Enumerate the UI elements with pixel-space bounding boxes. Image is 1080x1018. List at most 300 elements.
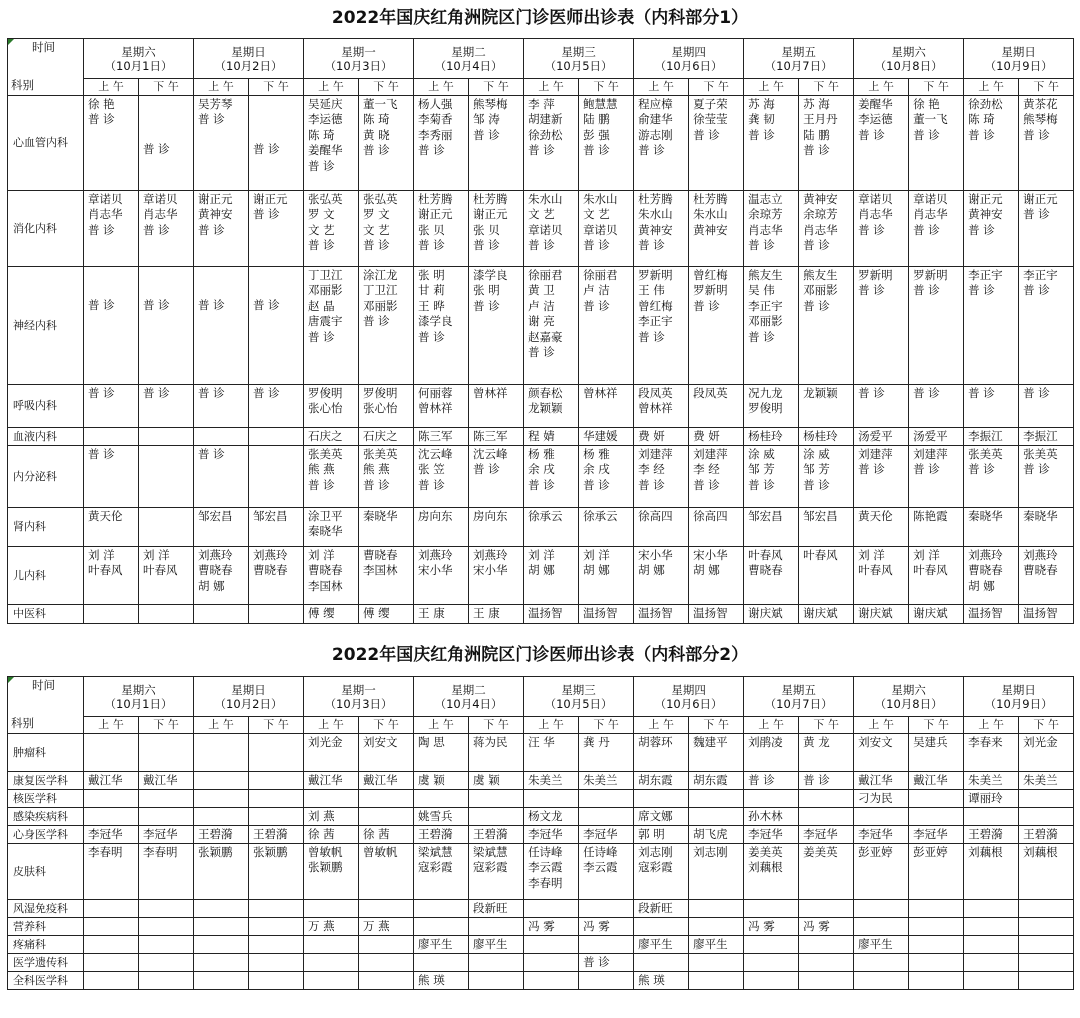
weekday-label: 星期日 (1001, 44, 1036, 59)
doctor-entry (198, 735, 247, 750)
schedule-cell (744, 428, 799, 446)
department-name: 神经内科 (8, 267, 84, 385)
doctor-entry: 普 诊 (583, 954, 610, 969)
date-label: （10月8日） (874, 696, 943, 711)
doctor-entry: 陈 琦 (363, 112, 390, 127)
doctor-entry: 李秀丽 (418, 127, 453, 142)
day-header (524, 39, 634, 79)
schedule-cell (799, 96, 854, 191)
weekday-label: 星期四 (671, 44, 706, 59)
schedule-cell (799, 936, 854, 954)
am-label: 上 午 (744, 717, 799, 734)
doctor-entry: 姚雪兵 (418, 808, 453, 823)
department-row (8, 428, 1074, 446)
doctor-entry: 王 伟 (638, 283, 665, 298)
doctor-entry: 虞 颖 (418, 772, 445, 787)
schedule-cell (909, 826, 964, 844)
schedule-cell (84, 267, 139, 385)
doctor-entry: 章诺贝 (858, 192, 893, 206)
doctor-entry: 普 诊 (803, 238, 830, 253)
date-label: （10月4日） (434, 58, 503, 73)
am-label: 上 午 (304, 717, 359, 734)
doctor-entry (1023, 919, 1072, 934)
doctor-entry: 罗俊明 (363, 386, 398, 400)
doctor-entry (363, 937, 412, 952)
doctor-entry (253, 809, 302, 824)
schedule-cell (524, 96, 579, 191)
doctor-entry: 普 诊 (913, 222, 940, 237)
schedule-cell (1019, 900, 1074, 918)
doctor-entry: 李国林 (308, 578, 343, 593)
date-label: （10月3日） (324, 58, 393, 73)
doctor-entry: 李春明 (88, 845, 123, 859)
schedule-cell (139, 446, 194, 508)
doctor-entry: 涂 威 (803, 447, 830, 461)
doctor-entry: 李 萍 (528, 97, 555, 111)
schedule-cell (139, 972, 194, 990)
doctor-entry: 普 诊 (308, 477, 335, 492)
doctor-entry (803, 901, 852, 916)
schedule-title-part2: 2022年国庆红角洲院区门诊医师出诊表（内科部分2） (331, 645, 749, 665)
department-row (8, 772, 1074, 790)
doctor-entry: 刁为民 (858, 790, 893, 805)
schedule-cell (744, 900, 799, 918)
doctor-entry: 涂卫平 (308, 509, 343, 523)
schedule-cell (84, 826, 139, 844)
doctor-entry: 罗 文 (308, 207, 335, 222)
doctor-entry: 刘 洋 (88, 548, 115, 562)
doctor-entry: 李冠华 (88, 826, 123, 841)
schedule-cell (139, 936, 194, 954)
doctor-entry: 普 诊 (308, 329, 335, 344)
doctor-entry: 罗新明 (858, 268, 893, 282)
schedule-cell (689, 936, 744, 954)
doctor-entry: 张 贝 (418, 222, 445, 237)
doctor-entry (253, 955, 302, 970)
schedule-cell (799, 900, 854, 918)
doctor-entry: 叶春风 (143, 563, 178, 578)
department-name: 肿瘤科 (8, 734, 84, 772)
schedule-cell (249, 954, 304, 972)
doctor-entry: 甘 莉 (418, 283, 445, 298)
schedule-cell (359, 790, 414, 808)
schedule-cell (414, 918, 469, 936)
doctor-entry: 冯 雾 (748, 918, 775, 933)
doctor-entry: 温扬智 (1023, 606, 1058, 621)
doctor-entry (363, 809, 412, 824)
schedule-cell (799, 385, 854, 428)
doctor-entry: 杜芳腾 (693, 192, 728, 206)
am-label: 上 午 (854, 717, 909, 734)
doctor-entry: 黄茶花 (1023, 97, 1058, 111)
schedule-cell (1019, 808, 1074, 826)
schedule-cell (249, 772, 304, 790)
doctor-entry: 普 诊 (858, 386, 885, 400)
schedule-cell (139, 844, 194, 900)
doctor-entry: 谢庆斌 (803, 606, 838, 621)
doctor-entry (88, 607, 137, 622)
schedule-cell (414, 808, 469, 826)
doctor-entry: 费 妍 (638, 428, 665, 443)
doctor-entry: 段新旺 (638, 900, 673, 915)
doctor-entry: 秦晓华 (308, 524, 343, 539)
doctor-entry: 邹 芳 (803, 462, 830, 477)
doctor-entry: 曹晓春 (748, 563, 783, 578)
doctor-entry: 漆学良 (418, 314, 453, 329)
schedule-cell (1019, 936, 1074, 954)
doctor-entry: 普 诊 (858, 283, 885, 298)
doctor-entry: 王 康 (473, 606, 500, 621)
doctor-entry: 胡东霞 (638, 772, 673, 787)
doctor-entry: 普 诊 (528, 143, 555, 158)
schedule-cell (84, 844, 139, 900)
doctor-entry: 刘燕玲 (253, 548, 288, 562)
doctor-entry: 姜美英 (748, 845, 783, 859)
schedule-cell (689, 808, 744, 826)
schedule-cell (909, 790, 964, 808)
doctor-entry: 赵嘉豪 (528, 329, 563, 344)
doctor-entry: 费 妍 (693, 428, 720, 443)
doctor-entry: 鲍慧慧 (583, 97, 618, 111)
doctor-entry: 普 诊 (143, 142, 170, 156)
schedule-cell (469, 772, 524, 790)
schedule-cell (359, 918, 414, 936)
doctor-entry: 朱美兰 (528, 772, 563, 787)
department-row (8, 547, 1074, 605)
doctor-entry (143, 447, 192, 462)
schedule-cell (1019, 96, 1074, 191)
doctor-entry: 李云霞 (528, 860, 563, 875)
doctor-entry (253, 447, 302, 462)
doctor-entry (583, 791, 632, 806)
doctor-entry (253, 901, 302, 916)
schedule-cell (689, 954, 744, 972)
doctor-entry: 刘藕根 (1023, 845, 1058, 859)
doctor-entry (253, 283, 302, 298)
doctor-entry (198, 955, 247, 970)
doctor-entry (363, 955, 412, 970)
schedule-cell (1019, 772, 1074, 790)
schedule-cell (139, 900, 194, 918)
doctor-entry: 傅 缨 (308, 606, 335, 621)
doctor-entry: 谢正元 (253, 192, 288, 206)
weekday-label: 星期日 (1001, 682, 1036, 697)
doctor-entry: 普 诊 (1023, 283, 1050, 298)
doctor-entry: 胡 娜 (528, 563, 555, 578)
doctor-entry (693, 955, 742, 970)
schedule-cell (689, 385, 744, 428)
doctor-entry (418, 901, 467, 916)
schedule-cell (1019, 446, 1074, 508)
schedule-cell (84, 96, 139, 191)
schedule-cell (414, 844, 469, 900)
schedule-cell (964, 772, 1019, 790)
schedule-cell (964, 954, 1019, 972)
doctor-entry: 余 戌 (583, 462, 610, 477)
schedule-cell (854, 267, 909, 385)
department-name: 心身医学科 (8, 826, 84, 844)
doctor-entry (88, 429, 137, 444)
doctor-entry: 温扬智 (968, 606, 1003, 621)
schedule-cell (689, 446, 744, 508)
schedule-cell (579, 954, 634, 972)
schedule-cell (304, 772, 359, 790)
doctor-entry: 冯 雾 (528, 918, 555, 933)
schedule-cell (799, 267, 854, 385)
schedule-cell (744, 385, 799, 428)
department-row (8, 808, 1074, 826)
doctor-entry: 俞建华 (638, 112, 673, 127)
doctor-entry: 李冠华 (858, 826, 893, 841)
doctor-entry: 普 诊 (88, 112, 115, 127)
doctor-entry (253, 919, 302, 934)
doctor-entry: 张心怡 (308, 401, 343, 416)
cell-marker-icon (8, 39, 14, 45)
schedule-cell (249, 844, 304, 900)
doctor-entry: 熊友生 (803, 268, 838, 282)
doctor-entry: 寇彩霞 (638, 860, 673, 875)
doctor-entry: 冯 雾 (583, 918, 610, 933)
am-label: 上 午 (964, 717, 1019, 734)
doctor-entry: 胡 娜 (968, 578, 995, 593)
doctor-entry (253, 937, 302, 952)
doctor-entry: 廖平生 (858, 936, 893, 951)
doctor-entry (198, 901, 247, 916)
doctor-entry (88, 283, 137, 298)
schedule-cell (359, 508, 414, 547)
doctor-entry (143, 791, 192, 806)
doctor-entry: 龚 丹 (583, 735, 610, 749)
doctor-entry: 曾敏帆 (308, 845, 343, 859)
doctor-entry: 戴江华 (858, 772, 893, 787)
doctor-entry (253, 112, 302, 127)
schedule-cell (689, 547, 744, 605)
doctor-entry (913, 955, 962, 970)
doctor-entry (198, 283, 247, 298)
schedule-cell (524, 267, 579, 385)
schedule-cell (194, 900, 249, 918)
day-header (84, 677, 194, 717)
doctor-entry: 刘藕根 (748, 860, 783, 875)
doctor-entry: 游志刚 (638, 127, 673, 142)
doctor-entry (143, 809, 192, 824)
schedule-cell (194, 508, 249, 547)
doctor-entry (1023, 955, 1072, 970)
doctor-entry: 刘 洋 (308, 548, 335, 562)
schedule-cell (634, 972, 689, 990)
doctor-entry: 曹晓春 (253, 563, 288, 578)
doctor-entry: 黄神安 (803, 192, 838, 206)
schedule-cell (249, 808, 304, 826)
schedule-cell (579, 790, 634, 808)
doctor-entry: 温扬智 (583, 606, 618, 621)
doctor-entry (803, 955, 852, 970)
schedule-cell (524, 428, 579, 446)
doctor-entry: 秦晓华 (363, 509, 398, 523)
doctor-entry: 卢 洁 (583, 283, 610, 298)
schedule-cell (964, 446, 1019, 508)
schedule-cell (249, 428, 304, 446)
doctor-entry: 李 经 (638, 462, 665, 477)
date-label: （10月4日） (434, 696, 503, 711)
doctor-entry: 李冠华 (143, 826, 178, 841)
doctor-entry: 彭 强 (583, 127, 610, 142)
doctor-entry: 王碧漪 (968, 826, 1003, 841)
schedule-cell (469, 734, 524, 772)
doctor-entry: 普 诊 (748, 477, 775, 492)
schedule-cell (139, 96, 194, 191)
schedule-cell (469, 900, 524, 918)
schedule-cell (854, 808, 909, 826)
doctor-entry: 叶春风 (803, 548, 838, 562)
schedule-cell (139, 790, 194, 808)
doctor-entry: 普 诊 (363, 477, 390, 492)
doctor-entry: 普 诊 (253, 142, 280, 156)
doctor-entry: 普 诊 (638, 238, 665, 253)
department-name: 消化内科 (8, 191, 84, 267)
schedule-cell (304, 844, 359, 900)
doctor-entry: 徐 艳 (88, 97, 115, 111)
doctor-entry: 普 诊 (1023, 462, 1050, 477)
department-label: 科别 (11, 77, 34, 92)
doctor-entry: 刘安文 (363, 735, 398, 749)
doctor-entry: 唐震宇 (308, 314, 343, 329)
pm-label: 下 午 (579, 717, 634, 734)
doctor-entry: 吴 伟 (748, 283, 775, 298)
schedule-cell (469, 605, 524, 624)
schedule-cell (689, 191, 744, 267)
schedule-cell (139, 547, 194, 605)
doctor-entry: 曾红梅 (638, 298, 673, 313)
schedule-cell (744, 918, 799, 936)
doctor-entry (693, 919, 742, 934)
doctor-entry: 普 诊 (473, 462, 500, 477)
schedule-cell (744, 808, 799, 826)
weekday-label: 星期六 (891, 682, 926, 697)
doctor-entry: 普 诊 (363, 238, 390, 253)
schedule-cell (194, 844, 249, 900)
doctor-entry (253, 735, 302, 750)
doctor-entry: 普 诊 (803, 477, 830, 492)
schedule-cell (744, 954, 799, 972)
doctor-entry: 李冠华 (583, 826, 618, 841)
doctor-entry (198, 773, 247, 788)
doctor-entry: 董一飞 (363, 97, 398, 111)
schedule-cell (579, 191, 634, 267)
department-name: 感染疾病科 (8, 808, 84, 826)
doctor-entry: 熊 燕 (308, 462, 335, 477)
doctor-entry: 黄神安 (638, 222, 673, 237)
schedule-cell (194, 808, 249, 826)
doctor-entry: 吴建兵 (913, 735, 948, 749)
doctor-entry: 黄天伦 (858, 509, 893, 523)
doctor-entry (363, 791, 412, 806)
doctor-entry: 邹 涛 (473, 112, 500, 127)
schedule-cell (469, 918, 524, 936)
weekday-label: 星期四 (671, 682, 706, 697)
date-label: （10月6日） (654, 58, 723, 73)
am-label: 上 午 (744, 79, 799, 96)
schedule-cell (579, 428, 634, 446)
schedule-cell (964, 191, 1019, 267)
am-label: 上 午 (194, 79, 249, 96)
doctor-entry: 张 明 (473, 283, 500, 298)
schedule-cell (469, 446, 524, 508)
doctor-entry: 徐承云 (583, 509, 618, 523)
doctor-entry (583, 973, 632, 988)
doctor-entry: 曾林祥 (638, 401, 673, 416)
schedule-cell (909, 446, 964, 508)
schedule-cell (579, 267, 634, 385)
schedule-cell (139, 191, 194, 267)
schedule-cell (359, 547, 414, 605)
department-name: 肾内科 (8, 508, 84, 547)
schedule-cell (359, 605, 414, 624)
doctor-entry (418, 919, 467, 934)
schedule-cell (634, 547, 689, 605)
weekday-label: 星期六 (121, 682, 156, 697)
pm-label: 下 午 (909, 717, 964, 734)
schedule-cell (854, 900, 909, 918)
doctor-entry: 朱美兰 (583, 772, 618, 787)
doctor-entry: 叶春风 (88, 563, 123, 578)
schedule-cell (854, 972, 909, 990)
schedule-cell (84, 605, 139, 624)
department-row (8, 191, 1074, 267)
schedule-cell (469, 191, 524, 267)
doctor-entry (198, 607, 247, 622)
doctor-entry: 李菊香 (418, 112, 453, 127)
schedule-cell (799, 508, 854, 547)
schedule-cell (469, 428, 524, 446)
doctor-entry (473, 973, 522, 988)
doctor-entry: 罗俊明 (748, 401, 783, 416)
doctor-entry: 沈云峰 (473, 447, 508, 461)
schedule-cell (964, 267, 1019, 385)
doctor-entry: 刘志刚 (638, 845, 673, 859)
doctor-entry: 杨 雅 (528, 447, 555, 461)
schedule-cell (854, 936, 909, 954)
doctor-entry (968, 937, 1017, 952)
doctor-entry: 熊 瑛 (418, 972, 445, 987)
doctor-entry (473, 955, 522, 970)
doctor-entry: 寇彩霞 (418, 860, 453, 875)
doctor-entry: 杜芳腾 (638, 192, 673, 206)
schedule-cell (909, 267, 964, 385)
schedule-cell (359, 972, 414, 990)
department-name: 核医学科 (8, 790, 84, 808)
doctor-entry (858, 919, 907, 934)
doctor-entry: 李正宇 (1023, 268, 1058, 282)
schedule-cell (524, 936, 579, 954)
schedule-cell (194, 826, 249, 844)
doctor-entry: 普 诊 (198, 386, 225, 400)
doctor-entry: 张心怡 (363, 401, 398, 416)
schedule-cell (194, 734, 249, 772)
doctor-entry: 章诺贝 (88, 192, 123, 206)
schedule-cell (689, 918, 744, 936)
schedule-cell (359, 734, 414, 772)
am-label: 上 午 (634, 79, 689, 96)
doctor-entry: 普 诊 (913, 462, 940, 477)
schedule-cell (854, 547, 909, 605)
doctor-entry: 邹宏昌 (198, 509, 233, 523)
doctor-entry: 李冠华 (913, 826, 948, 841)
schedule-cell (634, 772, 689, 790)
doctor-entry (913, 791, 962, 806)
doctor-entry: 陈 琦 (308, 127, 335, 142)
schedule-cell (414, 826, 469, 844)
